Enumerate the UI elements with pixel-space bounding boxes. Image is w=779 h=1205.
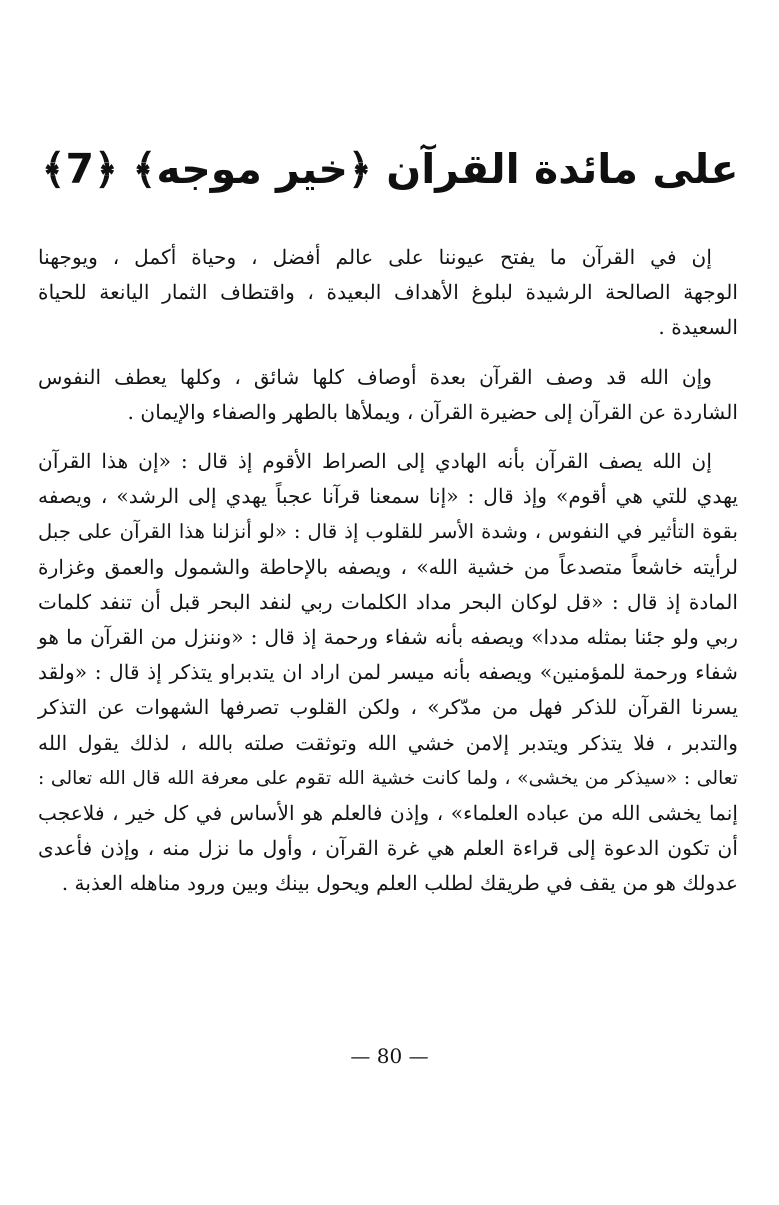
text-line: ربي ولو جئنا بمثله مددا» ويصفه بأنه شفاء ورحمة إذ قال : «وننزل من القرآن ما هو <box>38 625 738 650</box>
text-line: إنما يخشى الله من عباده العلماء» ، وإذن فالعلم هو الأساس في كل خير ، فلاعجب <box>38 801 738 826</box>
text-line: الشاردة عن القرآن إلى حضيرة القرآن ، ويملأها بالطهر والصفاء والإيمان . <box>127 399 738 424</box>
paragraph-2 <box>38 360 738 430</box>
text-line: السعيدة . <box>658 315 738 340</box>
text-line: المادة إذ قال : «قل لوكان البحر مداد الكلمات ربي لنفد البحر قبل أن تنفد كلمات <box>38 589 738 614</box>
text-line: أن تكون الدعوة إلى قراءة العلم هي غرة القرآن ، وأول ما نزل منه ، وإذن فأعدى <box>38 836 738 861</box>
text-line: يهدي للتي هي أقوم» وإذ قال : «إنا سمعنا قرآنا عجباً يهدي إلى الرشد» ، ويصفه <box>38 484 738 509</box>
page-number: — 80 — <box>350 1044 429 1068</box>
text-line: لرأيته خاشعاً متصدعاً من خشية الله» ، ويصفه بالإحاطة والشمول والعمق وغزارة <box>38 554 738 579</box>
text-line: يسرنا القرآن للذكر فهل من مدّكر» ، ولكن القلوب تصرفها الشهوات عن التذكر <box>38 695 738 720</box>
paragraph-1 <box>38 240 738 346</box>
text-line: والتدبر ، فلا يتذكر ويتدبر إلامن خشي الله وتوثقت صلته بالله ، لذلك يقول الله <box>38 730 738 755</box>
text-line: الوجهة الصالحة الرشيدة لبلوغ الأهداف البعيدة ، واقتطاف الثمار اليانعة للحياة <box>38 280 738 305</box>
text-line: إن في القرآن ما يفتح عيوننا على عالم أفضل ، وحياة أكمل ، ويوجهنا <box>38 245 712 269</box>
page-body <box>38 240 738 902</box>
text-line: وإن الله قد وصف القرآن بعدة أوصاف كلها شائق ، وكلها يعطف النفوس <box>38 364 712 389</box>
text-line: عدولك هو من يقف في طريقك لطلب العلم ويحول بينك وبين ورود مناهله العذبة . <box>61 871 738 896</box>
paragraph-3 <box>38 444 738 902</box>
text-line: بقوة التأثير في النفوس ، وشدة الأسر للقلوب إذ قال : «لو أنزلنا هذا القرآن على جبل <box>38 520 738 544</box>
text-line: شفاء ورحمة للمؤمنين» ويصفه بأنه ميسر لمن اراد ان يتدبراو يتذكر إذ قال : «ولقد <box>38 660 738 685</box>
page-title: على مائدة القرآن ﴿خير موجه﴾ ﴿7﴾ <box>41 145 739 193</box>
text-line: إن الله يصف القرآن بأنه الهادي إلى الصراط الأقوم إذ قال : «إن هذا القرآن <box>38 449 712 474</box>
text-line: تعالى : «سيذكر من يخشى» ، ولما كانت خشية الله تقوم على معرفة الله قال الله تعالى : <box>38 767 738 789</box>
